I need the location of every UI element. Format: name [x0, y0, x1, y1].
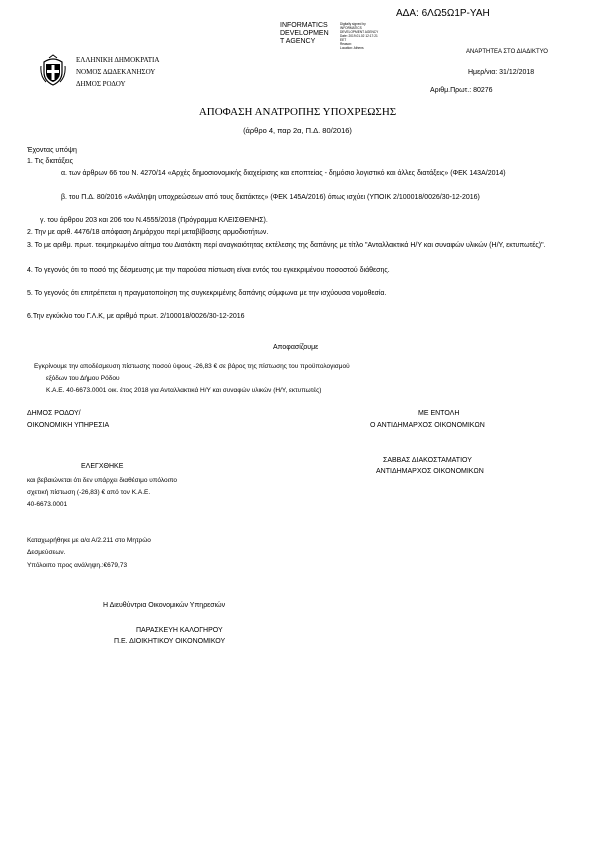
item-5: 5. Το γεγονός ότι επιτρέπεται η πραγματοποίηση της συγκεκριμένης δαπάνης σύμφωνα με την ισχύουσα νομοθεσία.	[27, 290, 387, 297]
agency-line-1: INFORMATICS	[280, 22, 328, 29]
director-title: Π.Ε. ΔΙΟΙΚΗΤΙΚΟΥ ΟΙΚΟΝΟΜΙΚΟΥ	[114, 638, 226, 645]
decision-line-1: Εγκρίνουμε την αποδέσμευση πίστωσης ποσού ύψους -26,83 € σε βάρος της πίστωσης του προϋπολογισμού	[34, 363, 350, 370]
item-1a: α. των άρθρων 66 του Ν. 4270/14 «Αρχές δημοσιονομικής διαχείρισης και εποπτείας - δημόσιο λογιστικό και άλλες διατάξεις» (ΦΕΚ 143Α/2014)	[61, 170, 506, 177]
stamp-line: Date: 2019.01.02 12:17:21	[340, 34, 378, 38]
checked-line-1: και βεβαιώνεται ότι δεν υπάρχει διαθέσιμο υπόλοιπο	[27, 477, 178, 484]
deputy-title: ΑΝΤΙΔΗΜΑΡΧΟΣ ΟΙΚΟΝΟΜΙΚΩΝ	[376, 468, 484, 475]
director-name: ΠΑΡΑΣΚΕΥΗ ΚΑΛΟΓΗΡΟΥ	[136, 627, 223, 634]
deputy-name: ΣΑΒΒΑΣ ΔΙΑΚΟΣΤΑΜΑΤΙΟΥ	[383, 457, 472, 464]
agency-line-2: DEVELOPMEN	[280, 30, 329, 37]
decide-heading: Αποφασίζουμε	[273, 344, 319, 351]
date-label: Ημερ/νια: 31/12/2018	[468, 69, 535, 76]
stamp-line: EET	[340, 38, 347, 42]
stamp-line: DEVELOPMENT AGENCY	[340, 30, 379, 34]
director-role: Η Διευθύντρια Οικονομικών Υπηρεσιών	[103, 602, 226, 609]
item-2: 2. Την με αριθ. 4476/18 απόφαση Δημάρχου περί μεταβίβασης αρμοδιοτήτων.	[27, 229, 269, 236]
order-line-2: Ο ΑΝΤΙΔΗΜΑΡΧΟΣ ΟΙΚΟΝΟΜΙΚΩΝ	[370, 422, 485, 429]
document-subtitle: (άρθρο 4, παρ 2α, Π.Δ. 80/2016)	[243, 126, 352, 135]
decision-line-2: εξόδων του Δήμου Ρόδου	[46, 375, 120, 382]
agency-line-3: T AGENCY	[280, 38, 316, 45]
item-3: 3. Το με αριθμ. πρωτ. τεκμηριωμένο αίτημα του Διατάκτη περί αναγκαιότητας εκτέλεσης της δαπάνης με τίτλο "Ανταλλακτικά Η/Υ και συναφών υλικών (Η/Υ, εκτυπωτές)".	[27, 242, 546, 249]
item-1: 1. Τις διατάξεις	[27, 158, 73, 165]
dept-line-2: ΟΙΚΟΝΟΜΙΚΗ ΥΠΗΡΕΣΙΑ	[27, 422, 110, 429]
issuer-line-3: ΔΗΜΟΣ ΡΟΔΟΥ	[76, 80, 126, 88]
order-line-1: ΜΕ ΕΝΤΟΛΗ	[418, 410, 460, 417]
checked-line-2: σχετική πίστωση (-26,83) € από τον Κ.Α.Ε.	[27, 489, 151, 496]
registry-line-3: Υπόλοιπο προς ανάληψη.:€679,73	[27, 562, 128, 569]
issuer-line-2: ΝΟΜΟΣ ΔΩΔΕΚΑΝΗΣΟΥ	[76, 68, 156, 76]
stamp-line: Location: Athens	[340, 46, 364, 50]
item-6: 6.Την εγκύκλιο του Γ.Λ.Κ, με αριθμό πρωτ. 2/100018/0026/30-12-2016	[27, 313, 245, 320]
item-1b: β. του Π.Δ. 80/2016 «Ανάληψη υποχρεώσεων από τους διατάκτες» (ΦΕΚ 145Α/2016) όπως ισχύει (ΥΠΟΙΚ 2/100018/0026/30-12-2016)	[61, 194, 480, 201]
registry-line-2: Δεσμεύσεων.	[27, 549, 66, 556]
checked-line-3: 40-6673.0001	[27, 501, 68, 508]
item-4: 4. Το γεγονός ότι το ποσό της δέσμευσης με την παρούσα πίστωση είναι εντός του εγκεκριμένου ποσοστού διάθεσης.	[27, 267, 390, 274]
issuer-line-1: ΕΛΛΗΝΙΚΗ ΔΗΜΟΚΡΑΤΙΑ	[76, 56, 160, 64]
dept-line-1: ΔΗΜΟΣ ΡΟΔΟΥ/	[27, 410, 81, 417]
coat-of-arms-icon	[40, 54, 66, 86]
having-label: Έχοντας υπόψη	[27, 147, 77, 154]
stamp-line: Digitally signed by	[340, 22, 366, 26]
item-1c: γ. του άρθρου 203 και 206 του Ν.4555/2018 (Πρόγραμμα ΚΛΕΙΣΘΕΝΗΣ).	[40, 217, 268, 224]
checked-title: ΕΛΕΓΧΘΗΚΕ	[81, 463, 124, 470]
protocol-label: Αριθμ.Πρωτ.: 80276	[430, 87, 493, 94]
posted-label: ΑΝΑΡΤΗΤΕΑ ΣΤΟ ΔΙΑΔΙΚΤΥΟ	[466, 49, 548, 55]
ada-code: ΑΔΑ: 6ΛΩ5Ω1Ρ-ΥΑΗ	[396, 8, 490, 19]
document-title: ΑΠΟΦΑΣΗ ΑΝΑΤΡΟΠΗΣ ΥΠΟΧΡΕΩΣΗΣ	[198, 106, 397, 118]
stamp-line: Reason:	[340, 42, 352, 46]
registry-line-1: Καταχωρήθηκε με α/α Α/2.211 στο Μητρώο	[27, 537, 151, 544]
decision-line-3: Κ.Α.Ε. 40-6673.0001 οικ. έτος 2018 για Ανταλλακτικά Η/Υ και συναφών υλικών (Η/Υ, εκτυπωτές)	[46, 387, 322, 394]
stamp-line: INFORMATICS	[340, 26, 362, 30]
